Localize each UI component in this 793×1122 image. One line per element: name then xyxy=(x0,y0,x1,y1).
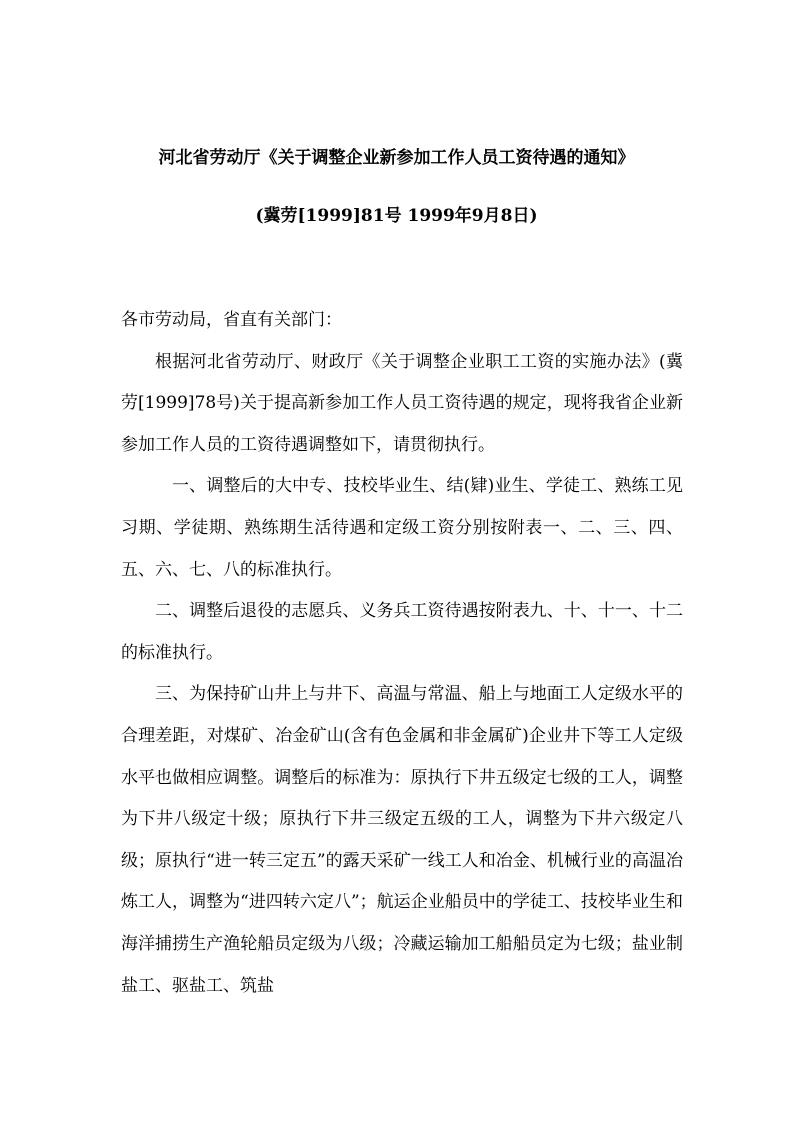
paragraph-item-1: 一、调整后的大中专、技校毕业生、结(肄)业生、学徒工、熟练工见习期、学徒期、熟练期生活待遇和定级工资分别按附表一、二、三、四、五、六、七、八的标准执行。 xyxy=(121,476,683,580)
salutation: 各市劳动局，省直有关部门： xyxy=(121,310,342,330)
paragraph-intro: 根据河北省劳动厅、财政厅《关于调整企业职工工资的实施办法》(冀劳[1999]78号)关于提高新参加工作人员工资待遇的规定，现将我省企业新参加工作人员的工资待遇调整如下，请贯彻执行。 xyxy=(121,351,683,455)
document-subtitle: (冀劳[1999]81号 1999年9月8日) xyxy=(255,206,538,226)
paragraph-item-3: 三、为保持矿山井上与井下、高温与常温、船上与地面工人定级水平的合理差距，对煤矿、冶金矿山(含有色金属和非金属矿)企业井下等工人定级水平也做相应调整。调整后的标准为：原执行下井五级定七级的工人，调整为下井八级定十级；原执行下井三级定五级的工人，调整为下井六级定八级；原执行“进一转三定五”的露天采矿一线工人和冶金、机械行业的高温冶炼工人，调整为“进四转六定八”；航运企业船员中的学徒工、技校毕业生和海洋捕捞生产渔轮船员定级为八级；冷藏运输加工船船员定为七级；盐业制盐工、驱盐工、筑盐 xyxy=(121,684,683,996)
document-title: 河北省劳动厅《关于调整企业新参加工作人员工资待遇的通知》 xyxy=(158,148,635,168)
document-body xyxy=(121,300,683,1007)
paragraph-item-2: 二、调整后退役的志愿兵、义务兵工资待遇按附表九、十、十一、十二的标准执行。 xyxy=(121,601,683,663)
